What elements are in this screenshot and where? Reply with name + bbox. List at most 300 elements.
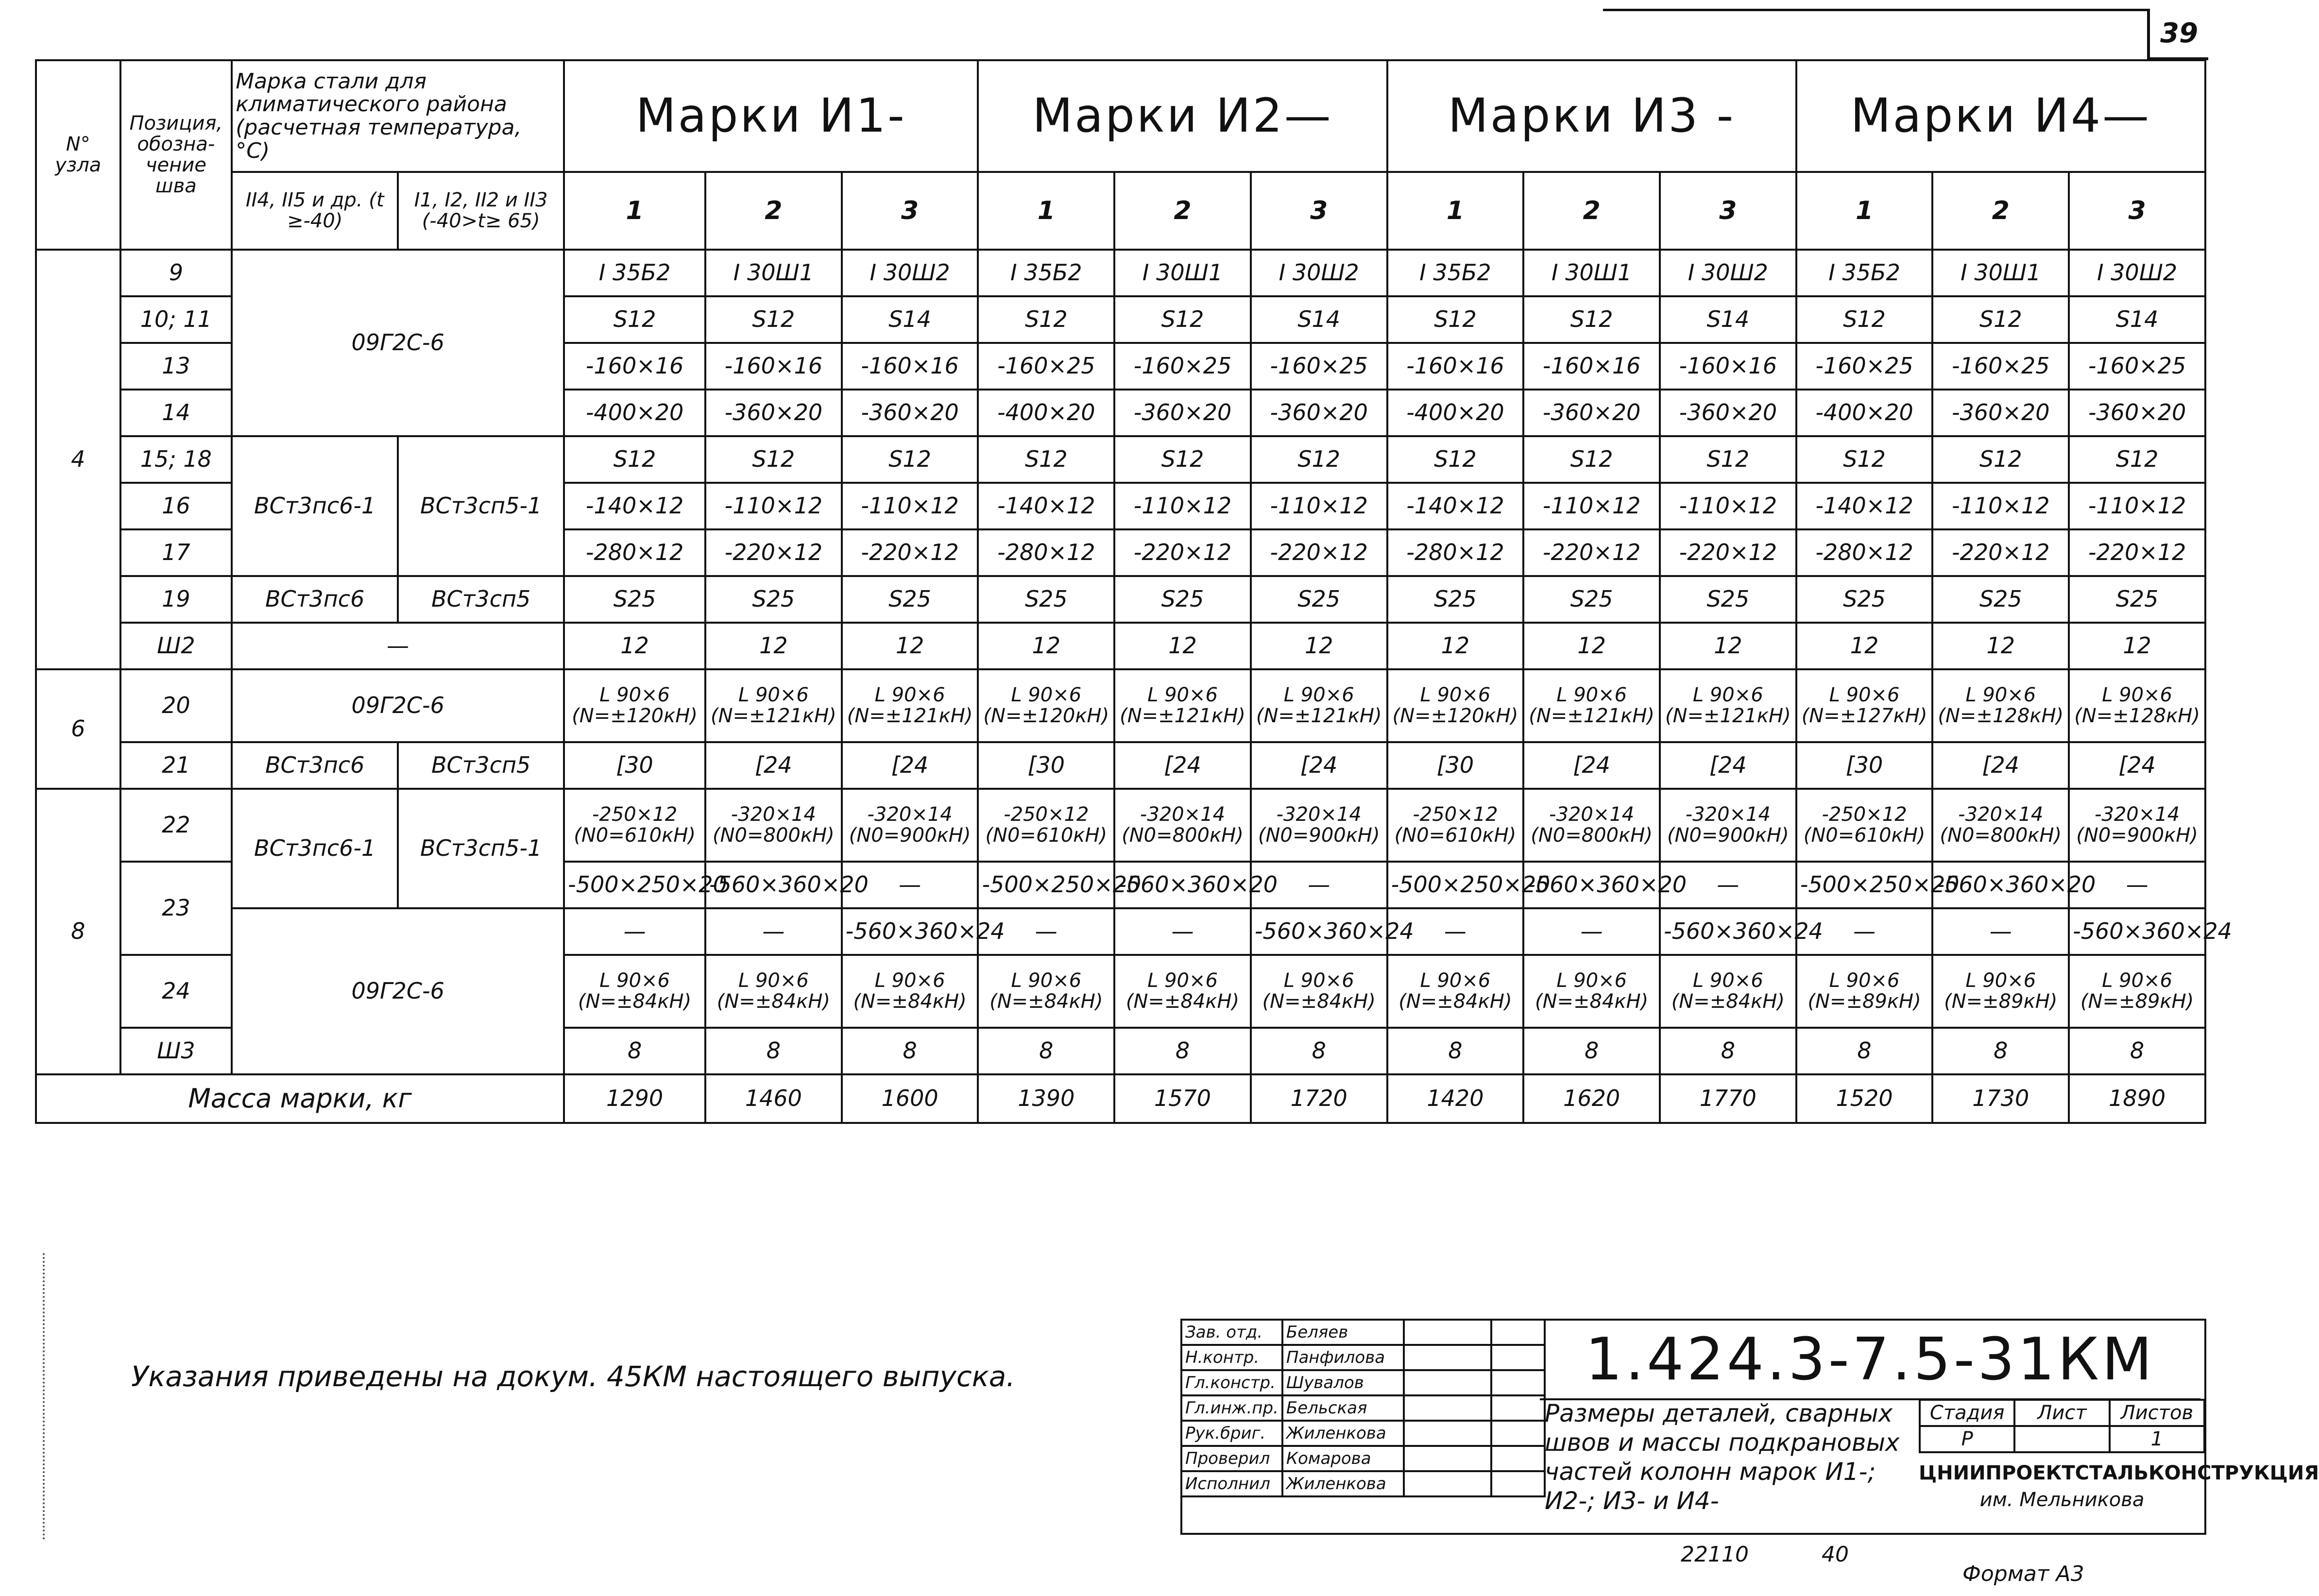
- value-cell: 8: [564, 1028, 705, 1074]
- value-cell: —: [1114, 908, 1251, 955]
- value-cell: -250×12 (N0=610кН): [978, 789, 1114, 862]
- value-cell: -280×12: [1796, 529, 1933, 576]
- value-cell: -250×12 (N0=610кН): [564, 789, 705, 862]
- steel-cell: ВСт3пс6: [232, 576, 398, 623]
- value-cell: -320×14 (N0=900кН): [842, 789, 978, 862]
- steel-cell: 09Г2С-6: [232, 250, 564, 436]
- mass-cell: 1730: [1932, 1074, 2069, 1123]
- mass-cell: 1460: [705, 1074, 842, 1123]
- value-cell: -220×12: [1251, 529, 1387, 576]
- value-cell: S12: [978, 436, 1114, 483]
- value-cell: S25: [1114, 576, 1251, 623]
- pos-cell: 21: [120, 742, 232, 789]
- value-cell: —: [2069, 862, 2205, 908]
- value-cell: S25: [978, 576, 1114, 623]
- role: Н.контр.: [1181, 1345, 1282, 1370]
- value-cell: [30: [978, 742, 1114, 789]
- value-cell: S12: [705, 436, 842, 483]
- steel-cell: ВСт3пс6-1: [232, 436, 398, 576]
- value-cell: —: [1251, 862, 1387, 908]
- value-cell: S12: [1387, 296, 1524, 343]
- value-cell: -560×360×24: [1660, 908, 1796, 955]
- mass-cell: 1890: [2069, 1074, 2205, 1123]
- signature: [1404, 1370, 1491, 1395]
- value-cell: -160×25: [2069, 343, 2205, 390]
- value-cell: 12: [705, 623, 842, 669]
- value-cell: 8: [1932, 1028, 2069, 1074]
- mass-row: [36, 1074, 2205, 1123]
- pos-cell: 9: [120, 250, 232, 296]
- value-cell: -160×16: [1660, 343, 1796, 390]
- pos-cell: 16: [120, 483, 232, 529]
- value-cell: 12: [1660, 623, 1796, 669]
- value-cell: L 90×6 (N=±121кН): [1114, 669, 1251, 742]
- value-cell: S12: [1114, 296, 1251, 343]
- value-cell: -160×16: [564, 343, 705, 390]
- header-steel: Марка стали для климатического района (расчетная температура, °С): [232, 60, 564, 172]
- value-cell: -220×12: [1660, 529, 1796, 576]
- value-cell: S12: [1387, 436, 1524, 483]
- steel-cell: 09Г2С-6: [232, 669, 564, 742]
- format-label: Формат А3: [1962, 1562, 2084, 1586]
- value-cell: 12: [978, 623, 1114, 669]
- table-row: [36, 742, 2205, 789]
- header-steel-a: II4, II5 и др. (t ≥-40): [232, 172, 398, 250]
- value-cell: I 30Ш2: [2069, 250, 2205, 296]
- value-cell: S12: [978, 296, 1114, 343]
- steel-cell: ВСт3сп5-1: [398, 789, 564, 908]
- value-cell: —: [842, 862, 978, 908]
- value-cell: -360×20: [1932, 390, 2069, 436]
- subcol: 1: [564, 172, 705, 250]
- value-cell: S25: [705, 576, 842, 623]
- mass-cell: 1390: [978, 1074, 1114, 1123]
- value-cell: -280×12: [978, 529, 1114, 576]
- table-row: [36, 669, 2205, 742]
- name: Шувалов: [1282, 1370, 1404, 1395]
- value-cell: S25: [1660, 576, 1796, 623]
- value-cell: -140×12: [1387, 483, 1524, 529]
- name: Беляев: [1282, 1320, 1404, 1345]
- value-cell: -400×20: [1387, 390, 1524, 436]
- value-cell: L 90×6 (N=±84кН): [842, 955, 978, 1028]
- value-cell: -110×12: [1523, 483, 1660, 529]
- value-cell: S12: [1660, 436, 1796, 483]
- steel-cell: —: [232, 623, 564, 669]
- value-cell: L 90×6 (N=±84кН): [1251, 955, 1387, 1028]
- value-cell: -160×25: [1796, 343, 1933, 390]
- value-cell: S12: [564, 436, 705, 483]
- value-cell: -320×14 (N0=900кН): [2069, 789, 2205, 862]
- value-cell: L 90×6 (N=±121кН): [1523, 669, 1660, 742]
- value-cell: S14: [842, 296, 978, 343]
- sheets-value: 1: [2110, 1426, 2204, 1452]
- sheet-number: 39: [2147, 9, 2208, 60]
- value-cell: L 90×6 (N=±84кН): [564, 955, 705, 1028]
- header-marks-2: Марки И2—: [978, 60, 1387, 172]
- value-cell: 12: [1523, 623, 1660, 669]
- value-cell: S14: [1660, 296, 1796, 343]
- value-cell: -220×12: [1932, 529, 2069, 576]
- value-cell: -160×16: [1387, 343, 1524, 390]
- steel-cell: ВСт3сп5: [398, 576, 564, 623]
- value-cell: L 90×6 (N=±121кН): [1660, 669, 1796, 742]
- value-cell: [30: [564, 742, 705, 789]
- sheet-header: Лист: [2014, 1400, 2109, 1426]
- name: Жиленкова: [1282, 1471, 1404, 1496]
- value-cell: -560×360×24: [2069, 908, 2205, 955]
- value-cell: -360×20: [705, 390, 842, 436]
- value-cell: -400×20: [1796, 390, 1933, 436]
- value-cell: -160×25: [978, 343, 1114, 390]
- value-cell: L 90×6 (N=±84кН): [1114, 955, 1251, 1028]
- mass-cell: 1520: [1796, 1074, 1933, 1123]
- value-cell: 12: [1796, 623, 1933, 669]
- value-cell: L 90×6 (N=±84кН): [705, 955, 842, 1028]
- pos-cell: 17: [120, 529, 232, 576]
- mass-label: Масса марки, кг: [36, 1074, 564, 1123]
- name: Жиленкова: [1282, 1421, 1404, 1446]
- subcol: 1: [1387, 172, 1524, 250]
- value-cell: —: [1660, 862, 1796, 908]
- stage-table: [1919, 1399, 2205, 1453]
- value-cell: L 90×6 (N=±120кН): [564, 669, 705, 742]
- pos-cell: 14: [120, 390, 232, 436]
- top-frame-line: [1603, 9, 2147, 11]
- value-cell: S12: [842, 436, 978, 483]
- organization-sub: им. Мельникова: [1979, 1489, 2145, 1511]
- value-cell: 8: [705, 1028, 842, 1074]
- value-cell: S14: [1251, 296, 1387, 343]
- pos-cell: 20: [120, 669, 232, 742]
- value-cell: —: [978, 908, 1114, 955]
- value-cell: I 30Ш2: [1660, 250, 1796, 296]
- value-cell: [24: [705, 742, 842, 789]
- value-cell: -280×12: [564, 529, 705, 576]
- data-table: [35, 59, 2232, 1124]
- signature: [1404, 1395, 1491, 1421]
- value-cell: [24: [1251, 742, 1387, 789]
- value-cell: [24: [1523, 742, 1660, 789]
- value-cell: I 30Ш1: [1932, 250, 2069, 296]
- value-cell: -560×360×24: [842, 908, 978, 955]
- value-cell: 8: [1114, 1028, 1251, 1074]
- value-cell: -110×12: [1932, 483, 2069, 529]
- subcol: 3: [2069, 172, 2205, 250]
- value-cell: -500×250×20: [1796, 862, 1933, 908]
- header-position: Позиция, обозна- чение шва: [120, 60, 232, 250]
- mass-cell: 1570: [1114, 1074, 1251, 1123]
- mass-cell: 1420: [1387, 1074, 1524, 1123]
- value-cell: -500×250×20: [978, 862, 1114, 908]
- signature: [1404, 1446, 1491, 1471]
- copy-number: 40: [1822, 1542, 1849, 1567]
- table-row: [36, 623, 2205, 669]
- mass-cell: 1720: [1251, 1074, 1387, 1123]
- role: Гл.констр.: [1181, 1370, 1282, 1395]
- value-cell: S25: [1387, 576, 1524, 623]
- value-cell: -560×360×24: [1251, 908, 1387, 955]
- value-cell: 8: [1660, 1028, 1796, 1074]
- pos-cell: Ш3: [120, 1028, 232, 1074]
- steel-cell: 09Г2С-6: [232, 908, 564, 1074]
- subcol: 2: [1523, 172, 1660, 250]
- value-cell: S25: [1523, 576, 1660, 623]
- role: Рук.бриг.: [1181, 1421, 1282, 1446]
- value-cell: -360×20: [1114, 390, 1251, 436]
- value-cell: —: [1387, 908, 1524, 955]
- value-cell: S12: [564, 296, 705, 343]
- value-cell: -160×25: [1932, 343, 2069, 390]
- value-cell: -160×25: [1114, 343, 1251, 390]
- value-cell: -160×25: [1251, 343, 1387, 390]
- pos-cell: 22: [120, 789, 232, 862]
- value-cell: S12: [2069, 436, 2205, 483]
- value-cell: L 90×6 (N=±121кН): [842, 669, 978, 742]
- name: Панфилова: [1282, 1345, 1404, 1370]
- value-cell: [24: [842, 742, 978, 789]
- value-cell: [30: [1387, 742, 1524, 789]
- stage-value: Р: [1920, 1426, 2014, 1452]
- value-cell: S12: [1932, 436, 2069, 483]
- value-cell: -220×12: [705, 529, 842, 576]
- signature: [1404, 1345, 1491, 1370]
- value-cell: -220×12: [1114, 529, 1251, 576]
- value-cell: -360×20: [1523, 390, 1660, 436]
- value-cell: S14: [2069, 296, 2205, 343]
- value-cell: S25: [842, 576, 978, 623]
- role: Исполнил: [1181, 1471, 1282, 1496]
- value-cell: -220×12: [1523, 529, 1660, 576]
- node-cell: 6: [36, 669, 120, 789]
- value-cell: I 30Ш2: [842, 250, 978, 296]
- value-cell: [24: [1114, 742, 1251, 789]
- pos-cell: 10; 11: [120, 296, 232, 343]
- table-row: [36, 436, 2205, 483]
- value-cell: -220×12: [2069, 529, 2205, 576]
- value-cell: 8: [1387, 1028, 1524, 1074]
- value-cell: [24: [1660, 742, 1796, 789]
- value-cell: 8: [842, 1028, 978, 1074]
- role: Проверил: [1181, 1446, 1282, 1471]
- table-row: [36, 250, 2205, 296]
- value-cell: L 90×6 (N=±89кН): [2069, 955, 2205, 1028]
- value-cell: —: [1796, 908, 1933, 955]
- value-cell: -560×360×20: [1114, 862, 1251, 908]
- header-steel-b: I1, I2, II2 и II3 (-40>t≥ 65): [398, 172, 564, 250]
- subcol: 1: [1796, 172, 1933, 250]
- value-cell: -110×12: [705, 483, 842, 529]
- value-cell: -220×12: [842, 529, 978, 576]
- signature: [1404, 1320, 1491, 1345]
- value-cell: S12: [1523, 296, 1660, 343]
- note-text: Указания приведены на докум. 45КМ настоящего выпуска.: [131, 1360, 1015, 1393]
- steel-cell: ВСт3сп5: [398, 742, 564, 789]
- pos-cell: 15; 18: [120, 436, 232, 483]
- stage-header: Стадия: [1920, 1400, 2014, 1426]
- header-marks-4: Марки И4—: [1796, 60, 2205, 172]
- value-cell: -110×12: [2069, 483, 2205, 529]
- value-cell: 8: [1796, 1028, 1933, 1074]
- value-cell: [30: [1796, 742, 1933, 789]
- value-cell: S12: [1251, 436, 1387, 483]
- table-row: [36, 576, 2205, 623]
- subcol: 3: [1660, 172, 1796, 250]
- value-cell: L 90×6 (N=±89кН): [1796, 955, 1933, 1028]
- header-marks-3: Марки И3 -: [1387, 60, 1796, 172]
- subcol: 2: [1114, 172, 1251, 250]
- value-cell: 12: [564, 623, 705, 669]
- pos-cell: 24: [120, 955, 232, 1028]
- value-cell: -360×20: [1251, 390, 1387, 436]
- role: Зав. отд.: [1181, 1320, 1282, 1345]
- value-cell: -320×14 (N0=800кН): [1932, 789, 2069, 862]
- value-cell: -320×14 (N0=800кН): [1114, 789, 1251, 862]
- node-cell: 4: [36, 250, 120, 669]
- value-cell: —: [564, 908, 705, 955]
- value-cell: I 35Б2: [978, 250, 1114, 296]
- value-cell: S25: [1251, 576, 1387, 623]
- mass-cell: 1290: [564, 1074, 705, 1123]
- value-cell: L 90×6 (N=±128кН): [1932, 669, 2069, 742]
- subcol: 2: [1932, 172, 2069, 250]
- steel-cell: ВСт3пс6-1: [232, 789, 398, 908]
- value-cell: L 90×6 (N=±121кН): [705, 669, 842, 742]
- value-cell: 12: [2069, 623, 2205, 669]
- table-row: [36, 789, 2205, 862]
- value-cell: I 30Ш2: [1251, 250, 1387, 296]
- value-cell: -560×360×20: [1932, 862, 2069, 908]
- value-cell: S12: [1796, 436, 1933, 483]
- value-cell: [24: [2069, 742, 2205, 789]
- subcol: 3: [1251, 172, 1387, 250]
- value-cell: -140×12: [1796, 483, 1933, 529]
- value-cell: 8: [1523, 1028, 1660, 1074]
- value-cell: 12: [842, 623, 978, 669]
- value-cell: -250×12 (N0=610кН): [1387, 789, 1524, 862]
- value-cell: -320×14 (N0=800кН): [705, 789, 842, 862]
- pos-cell: 13: [120, 343, 232, 390]
- value-cell: I 30Ш1: [1523, 250, 1660, 296]
- value-cell: S12: [1796, 296, 1933, 343]
- value-cell: 12: [1932, 623, 2069, 669]
- signatures-table: [1180, 1319, 1546, 1497]
- value-cell: L 90×6 (N=±84кН): [978, 955, 1114, 1028]
- header-node: N° узла: [36, 60, 120, 250]
- steel-cell: ВСт3сп5-1: [398, 436, 564, 576]
- document-code: 1.424.3-7.5-31КМ: [1540, 1319, 2200, 1400]
- mass-cell: 1770: [1660, 1074, 1796, 1123]
- binding-margin: [43, 1253, 45, 1540]
- header-marks-1: Марки И1-: [564, 60, 978, 172]
- value-cell: -360×20: [1660, 390, 1796, 436]
- value-cell: -280×12: [1387, 529, 1524, 576]
- pos-cell: 19: [120, 576, 232, 623]
- value-cell: I 30Ш1: [1114, 250, 1251, 296]
- value-cell: S25: [564, 576, 705, 623]
- value-cell: -320×14 (N0=800кН): [1523, 789, 1660, 862]
- value-cell: —: [1932, 908, 2069, 955]
- value-cell: -160×16: [705, 343, 842, 390]
- pos-cell: 23: [120, 862, 232, 955]
- name: Комарова: [1282, 1446, 1404, 1471]
- name: Бельская: [1282, 1395, 1404, 1421]
- value-cell: -560×360×20: [705, 862, 842, 908]
- signature: [1404, 1471, 1491, 1496]
- table-row: [36, 908, 2205, 955]
- value-cell: L 90×6 (N=±89кН): [1932, 955, 2069, 1028]
- value-cell: 12: [1251, 623, 1387, 669]
- value-cell: I 30Ш1: [705, 250, 842, 296]
- value-cell: I 35Б2: [564, 250, 705, 296]
- value-cell: -110×12: [1114, 483, 1251, 529]
- value-cell: -140×12: [564, 483, 705, 529]
- value-cell: -320×14 (N0=900кН): [1660, 789, 1796, 862]
- value-cell: -110×12: [1660, 483, 1796, 529]
- value-cell: L 90×6 (N=±84кН): [1387, 955, 1524, 1028]
- value-cell: L 90×6 (N=±127кН): [1796, 669, 1933, 742]
- value-cell: -560×360×20: [1523, 862, 1660, 908]
- value-cell: S12: [1114, 436, 1251, 483]
- value-cell: —: [705, 908, 842, 955]
- value-cell: [24: [1932, 742, 2069, 789]
- mass-cell: 1600: [842, 1074, 978, 1123]
- value-cell: L 90×6 (N=±120кН): [978, 669, 1114, 742]
- steel-cell: ВСт3пс6: [232, 742, 398, 789]
- value-cell: -140×12: [978, 483, 1114, 529]
- value-cell: -400×20: [978, 390, 1114, 436]
- value-cell: L 90×6 (N=±84кН): [1523, 955, 1660, 1028]
- subcol: 1: [978, 172, 1114, 250]
- value-cell: S25: [2069, 576, 2205, 623]
- value-cell: -160×16: [1523, 343, 1660, 390]
- value-cell: S12: [1932, 296, 2069, 343]
- sheet-value: [2014, 1426, 2109, 1452]
- pos-cell: Ш2: [120, 623, 232, 669]
- value-cell: -360×20: [842, 390, 978, 436]
- value-cell: -500×250×20: [1387, 862, 1524, 908]
- value-cell: -110×12: [1251, 483, 1387, 529]
- value-cell: -400×20: [564, 390, 705, 436]
- subcol: 3: [842, 172, 978, 250]
- value-cell: 8: [2069, 1028, 2205, 1074]
- signature: [1404, 1421, 1491, 1446]
- node-cell: 8: [36, 789, 120, 1074]
- role: Гл.инж.пр.: [1181, 1395, 1282, 1421]
- value-cell: L 90×6 (N=±84кН): [1660, 955, 1796, 1028]
- inventory-number: 22110: [1681, 1542, 1749, 1567]
- value-cell: -160×16: [842, 343, 978, 390]
- value-cell: -500×250×20: [564, 862, 705, 908]
- value-cell: 8: [978, 1028, 1114, 1074]
- value-cell: 8: [1251, 1028, 1387, 1074]
- value-cell: -360×20: [2069, 390, 2205, 436]
- value-cell: L 90×6 (N=±121кН): [1251, 669, 1387, 742]
- sheets-header: Листов: [2110, 1400, 2204, 1426]
- value-cell: I 35Б2: [1796, 250, 1933, 296]
- value-cell: S25: [1796, 576, 1933, 623]
- value-cell: -250×12 (N0=610кН): [1796, 789, 1933, 862]
- value-cell: I 35Б2: [1387, 250, 1524, 296]
- subcol: 2: [705, 172, 842, 250]
- document-title: Размеры деталей, сварных швов и массы подкрановых частей колонн марок И1-; И2-; И3- и И4-: [1545, 1399, 1900, 1515]
- value-cell: -110×12: [842, 483, 978, 529]
- organization: ЦНИИПРОЕКТСТАЛЬКОНСТРУКЦИЯ: [1919, 1462, 2319, 1484]
- value-cell: 12: [1387, 623, 1524, 669]
- value-cell: L 90×6 (N=±128кН): [2069, 669, 2205, 742]
- value-cell: S25: [1932, 576, 2069, 623]
- value-cell: -320×14 (N0=900кН): [1251, 789, 1387, 862]
